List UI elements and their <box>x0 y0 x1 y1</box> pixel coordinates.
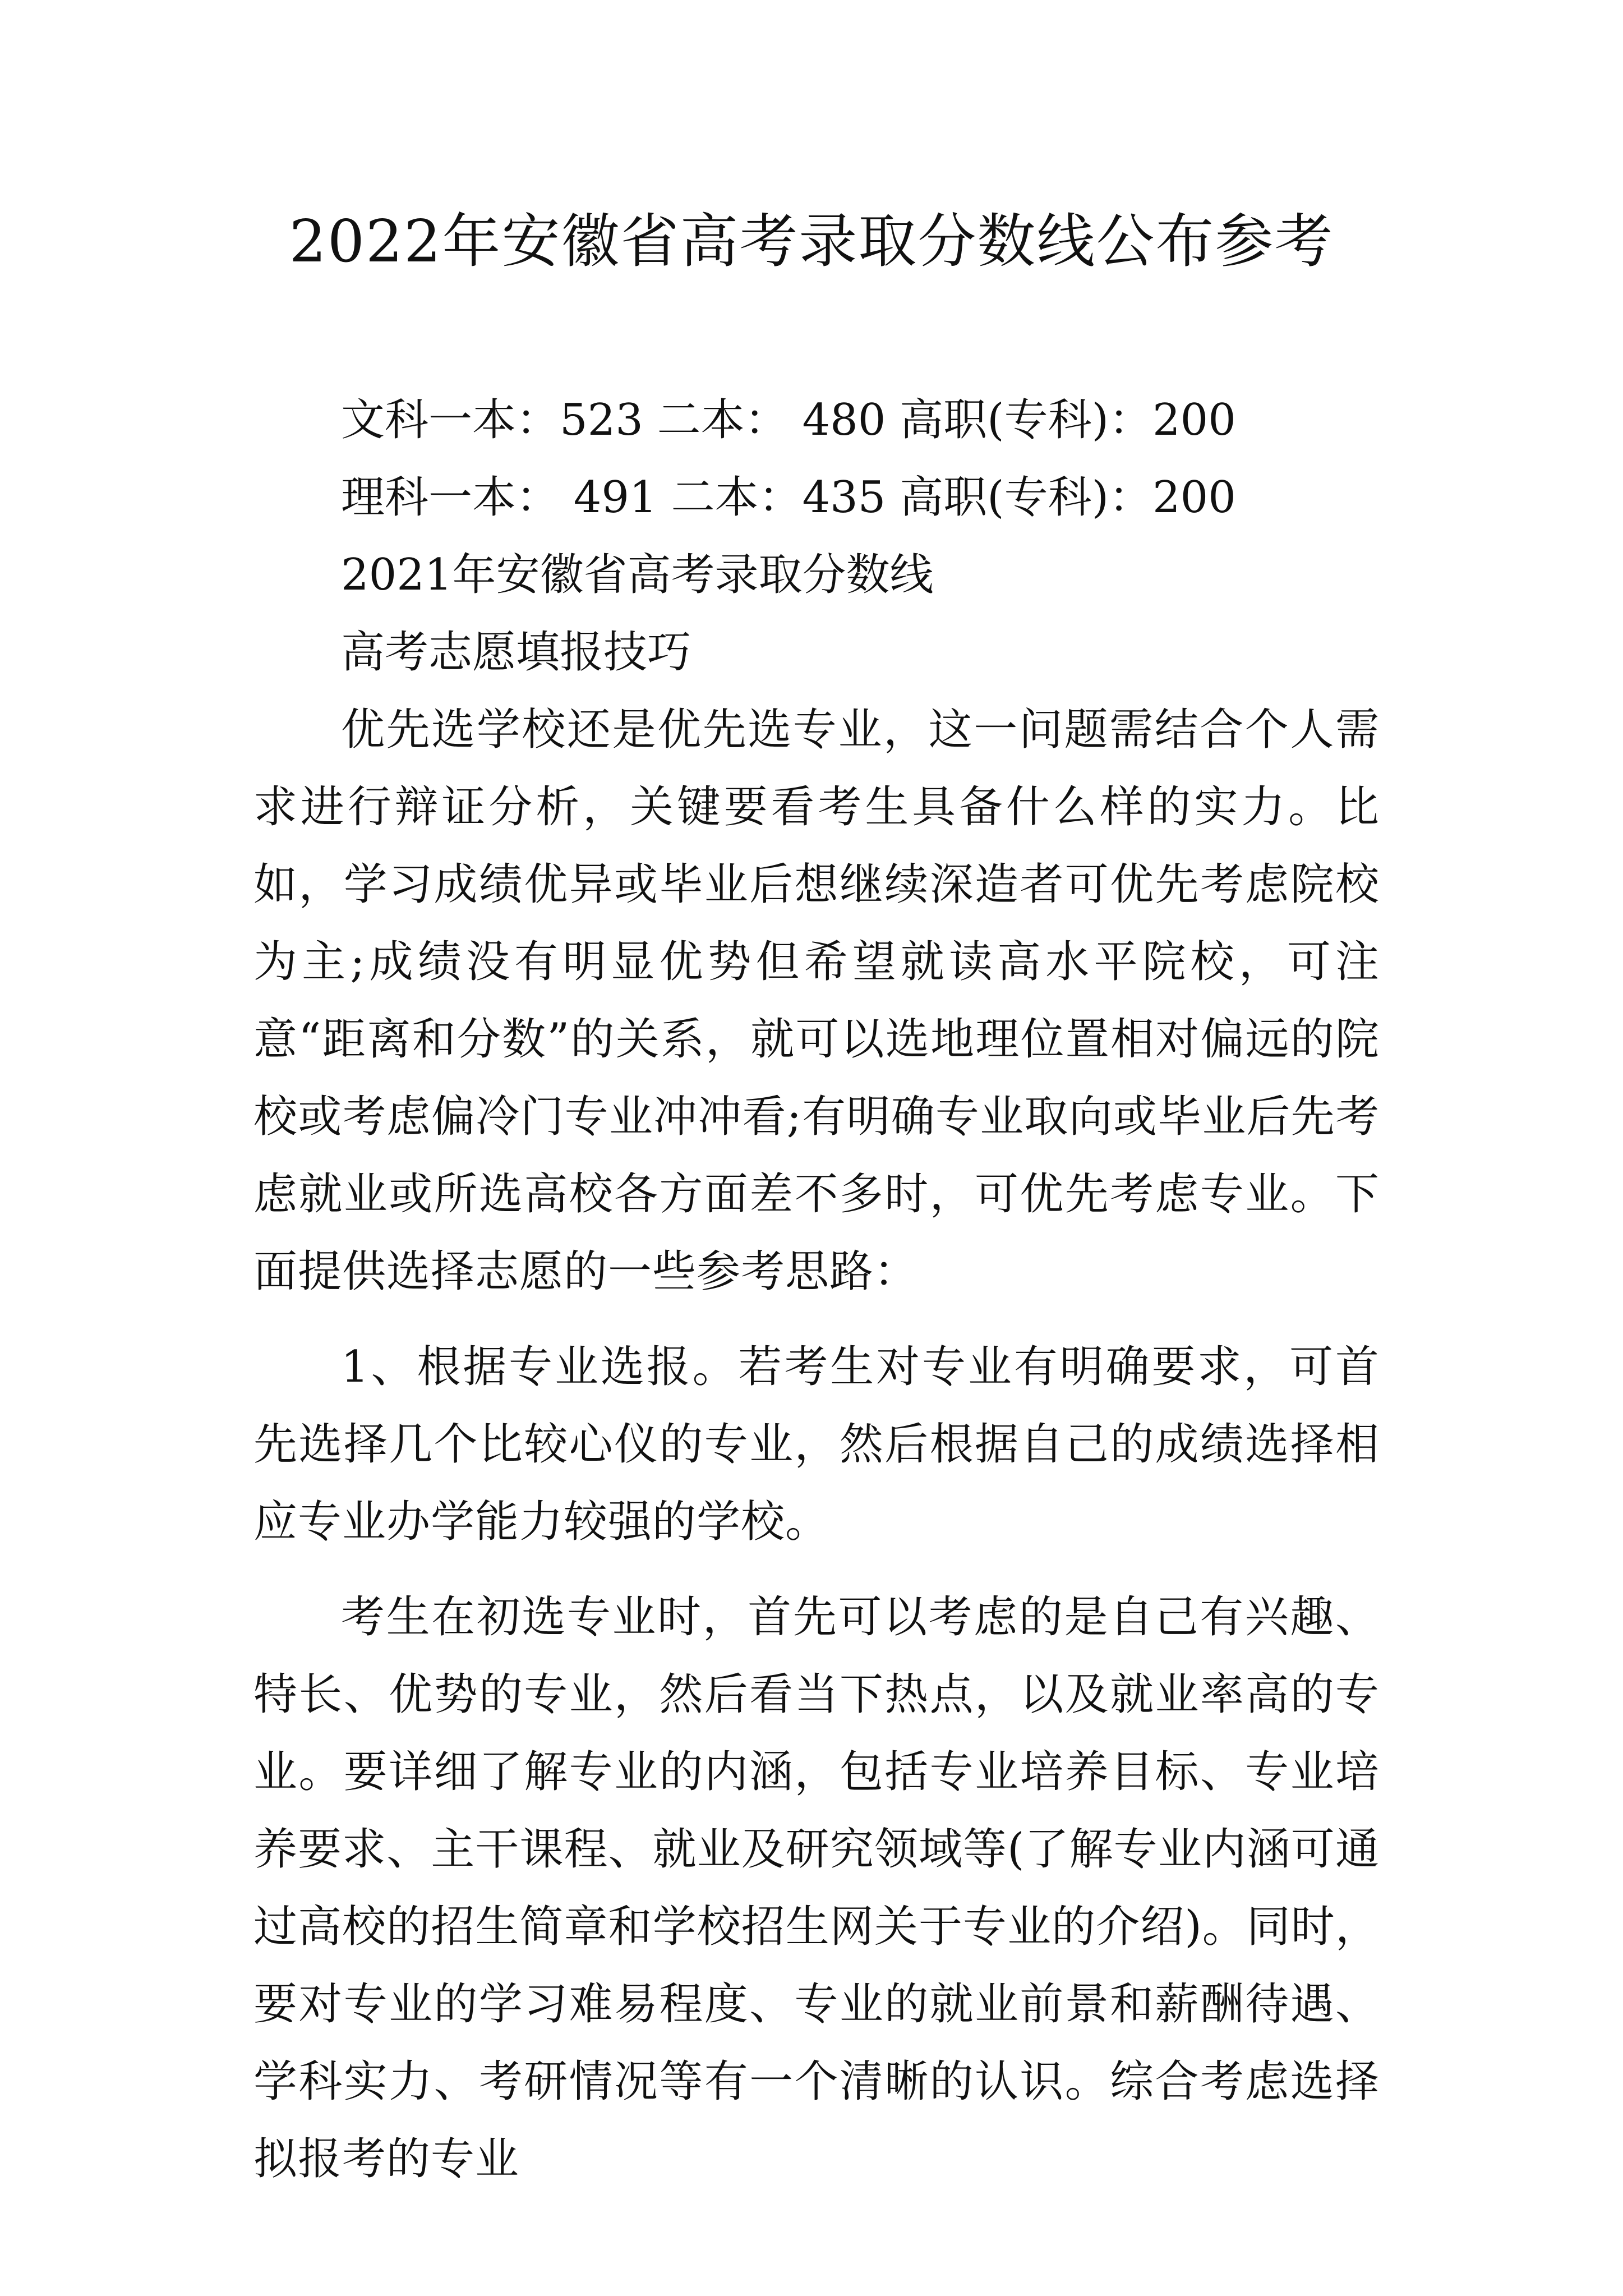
paragraph-initial-major-selection: 考生在初选专业时，首先可以考虑的是自己有兴趣、特长、优势的专业，然后看当下热点，以及就业率高的专业。要详细了解专业的内涵，包括专业培养目标、专业培养要求、主干课程、就业及研究领域等(了解专业内涵可通过高校的招生简章和学校招生网关于专业的介绍)。同时，要对专业的学习难易程度、专业的就业前景和薪酬待遇、学科实力、考研情况等有一个清晰的认识。综合考虑选择拟报考的专业 <box>253 1592 1380 2184</box>
arts-score-line: 文科一本：523 二本： 480 高职(专科)：200 <box>341 395 1236 445</box>
paragraph-choose-school-or-major: 优先选学校还是优先选专业，这一问题需结合个人需求进行辩证分析，关键要看考生具备什么样的实力。比如，学习成绩优异或毕业后想继续深造者可优先考虑院校为主;成绩没有明显优势但希望就读高水平院校，可注意“距离和分数”的关系，就可以选地理位置相对偏远的院校或考虑偏冷门专业冲冲看;有明确专业取向或毕业后先考虑就业或所选高校各方面差不多时，可优先考虑专业。下面提供选择志愿的一些参考思路： <box>253 705 1380 1297</box>
paragraph-choose-by-major: 1、根据专业选报。若考生对专业有明确要求，可首先选择几个比较心仪的专业，然后根据自己的成绩选择相应专业办学能力较强的学校。 <box>253 1342 1380 1547</box>
year-2021-line: 2021年安徽省高考录取分数线 <box>341 550 934 600</box>
document-body <box>253 381 1380 2198</box>
document-title: 2022年安徽省高考录取分数线公布参考 <box>289 207 1334 275</box>
tips-heading: 高考志愿填报技巧 <box>341 627 691 678</box>
science-score-line: 理科一本： 491 二本：435 高职(专科)：200 <box>341 472 1236 523</box>
